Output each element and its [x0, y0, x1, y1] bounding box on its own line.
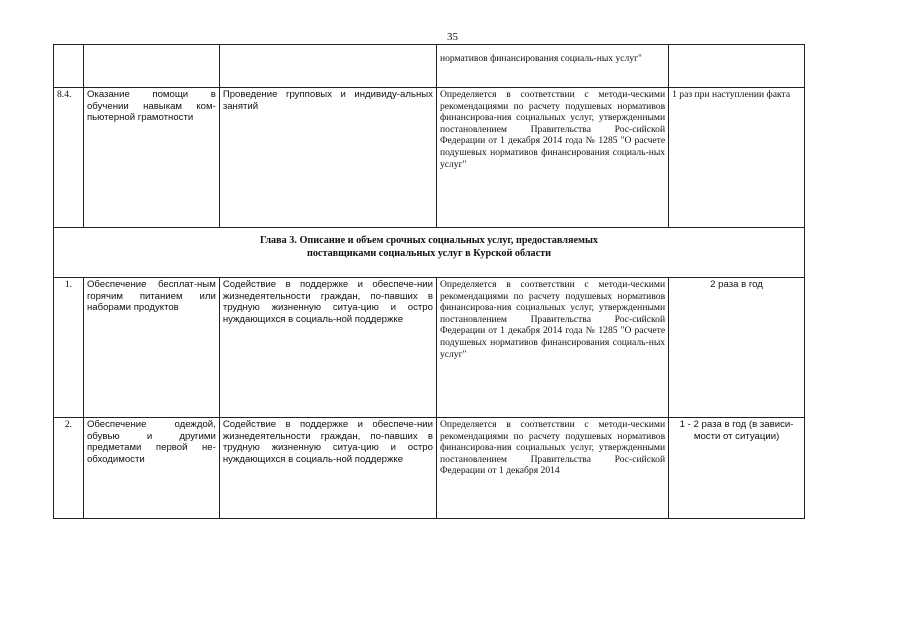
- chapter-heading: [54, 228, 805, 278]
- cell-service-name: Оказание помощи в обучении навыкам ком-пьютерной грамотности: [83, 88, 219, 228]
- chapter-row: [54, 228, 805, 278]
- cell-service-content: Проведение групповых и индивиду-альных занятий: [219, 88, 436, 228]
- cell-service-name: Обеспечение бесплат-ным горячим питанием или наборами продуктов: [83, 278, 219, 418]
- table-row: [54, 88, 805, 228]
- table-row: [54, 45, 805, 88]
- cell-number: 2.: [54, 418, 84, 519]
- chapter-title-line2: поставщиками социальных услуг в Курской области: [306, 248, 552, 259]
- cell-service-name: [83, 45, 219, 88]
- cell-norm: Определяется в соответствии с методи-ческими рекомендациями по расчету подушевых нормативов финансирова-ния социальных услуг, утвержденными постановлением Правительства Рос-сийской Федерации от 1 декабря 2014 года № 1285 "О расчете подушевых нормативов финансирования социаль-ных услуг": [436, 88, 668, 228]
- cell-number: 1.: [54, 278, 84, 418]
- cell-service-content: [219, 45, 436, 88]
- cell-number: 8.4.: [54, 88, 84, 228]
- cell-norm: Определяется в соответствии с методи-ческими рекомендациями по расчету подушевых нормативов финансирова-ния социальных услуг, утвержденными постановлением Правительства Рос-сийской Федерации от 1 декабря 2014: [436, 418, 668, 519]
- cell-service-content: Содействие в поддержке и обеспече-нии жизнедеятельности граждан, по-павших в трудную жизненную ситуа-цию и остро нуждающихся в социаль-ной поддержке: [219, 418, 436, 519]
- table-row: [54, 418, 805, 519]
- cell-frequency: [669, 45, 805, 88]
- cell-norm: Определяется в соответствии с методи-ческими рекомендациями по расчету подушевых нормативов финансирова-ния социальных услуг, утвержденными постановлением Правительства Рос-сийской Федерации от 1 декабря 2014 года № 1285 "О расчете подушевых нормативов финансирования социаль-ных услуг": [436, 278, 668, 418]
- cell-norm: нормативов финансирования социаль-ных услуг": [436, 45, 668, 88]
- chapter-title-line1: Глава 3. Описание и объем срочных социальных услуг, предоставляемых: [259, 235, 598, 246]
- cell-frequency: 1 раз при наступлении факта: [669, 88, 805, 228]
- table-row: [54, 278, 805, 418]
- services-table: [53, 44, 805, 519]
- cell-number: [54, 45, 84, 88]
- page-number: 35: [447, 31, 458, 43]
- cell-frequency: 1 - 2 раза в год (в зависи-мости от ситуации): [669, 418, 805, 519]
- cell-frequency: 2 раза в год: [669, 278, 805, 418]
- cell-service-name: Обеспечение одеждой, обувью и другими предметами первой не-обходимости: [83, 418, 219, 519]
- cell-service-content: Содействие в поддержке и обеспече-нии жизнедеятельности граждан, по-павших в трудную жизненную ситуа-цию и остро нуждающихся в социаль-ной поддержке: [219, 278, 436, 418]
